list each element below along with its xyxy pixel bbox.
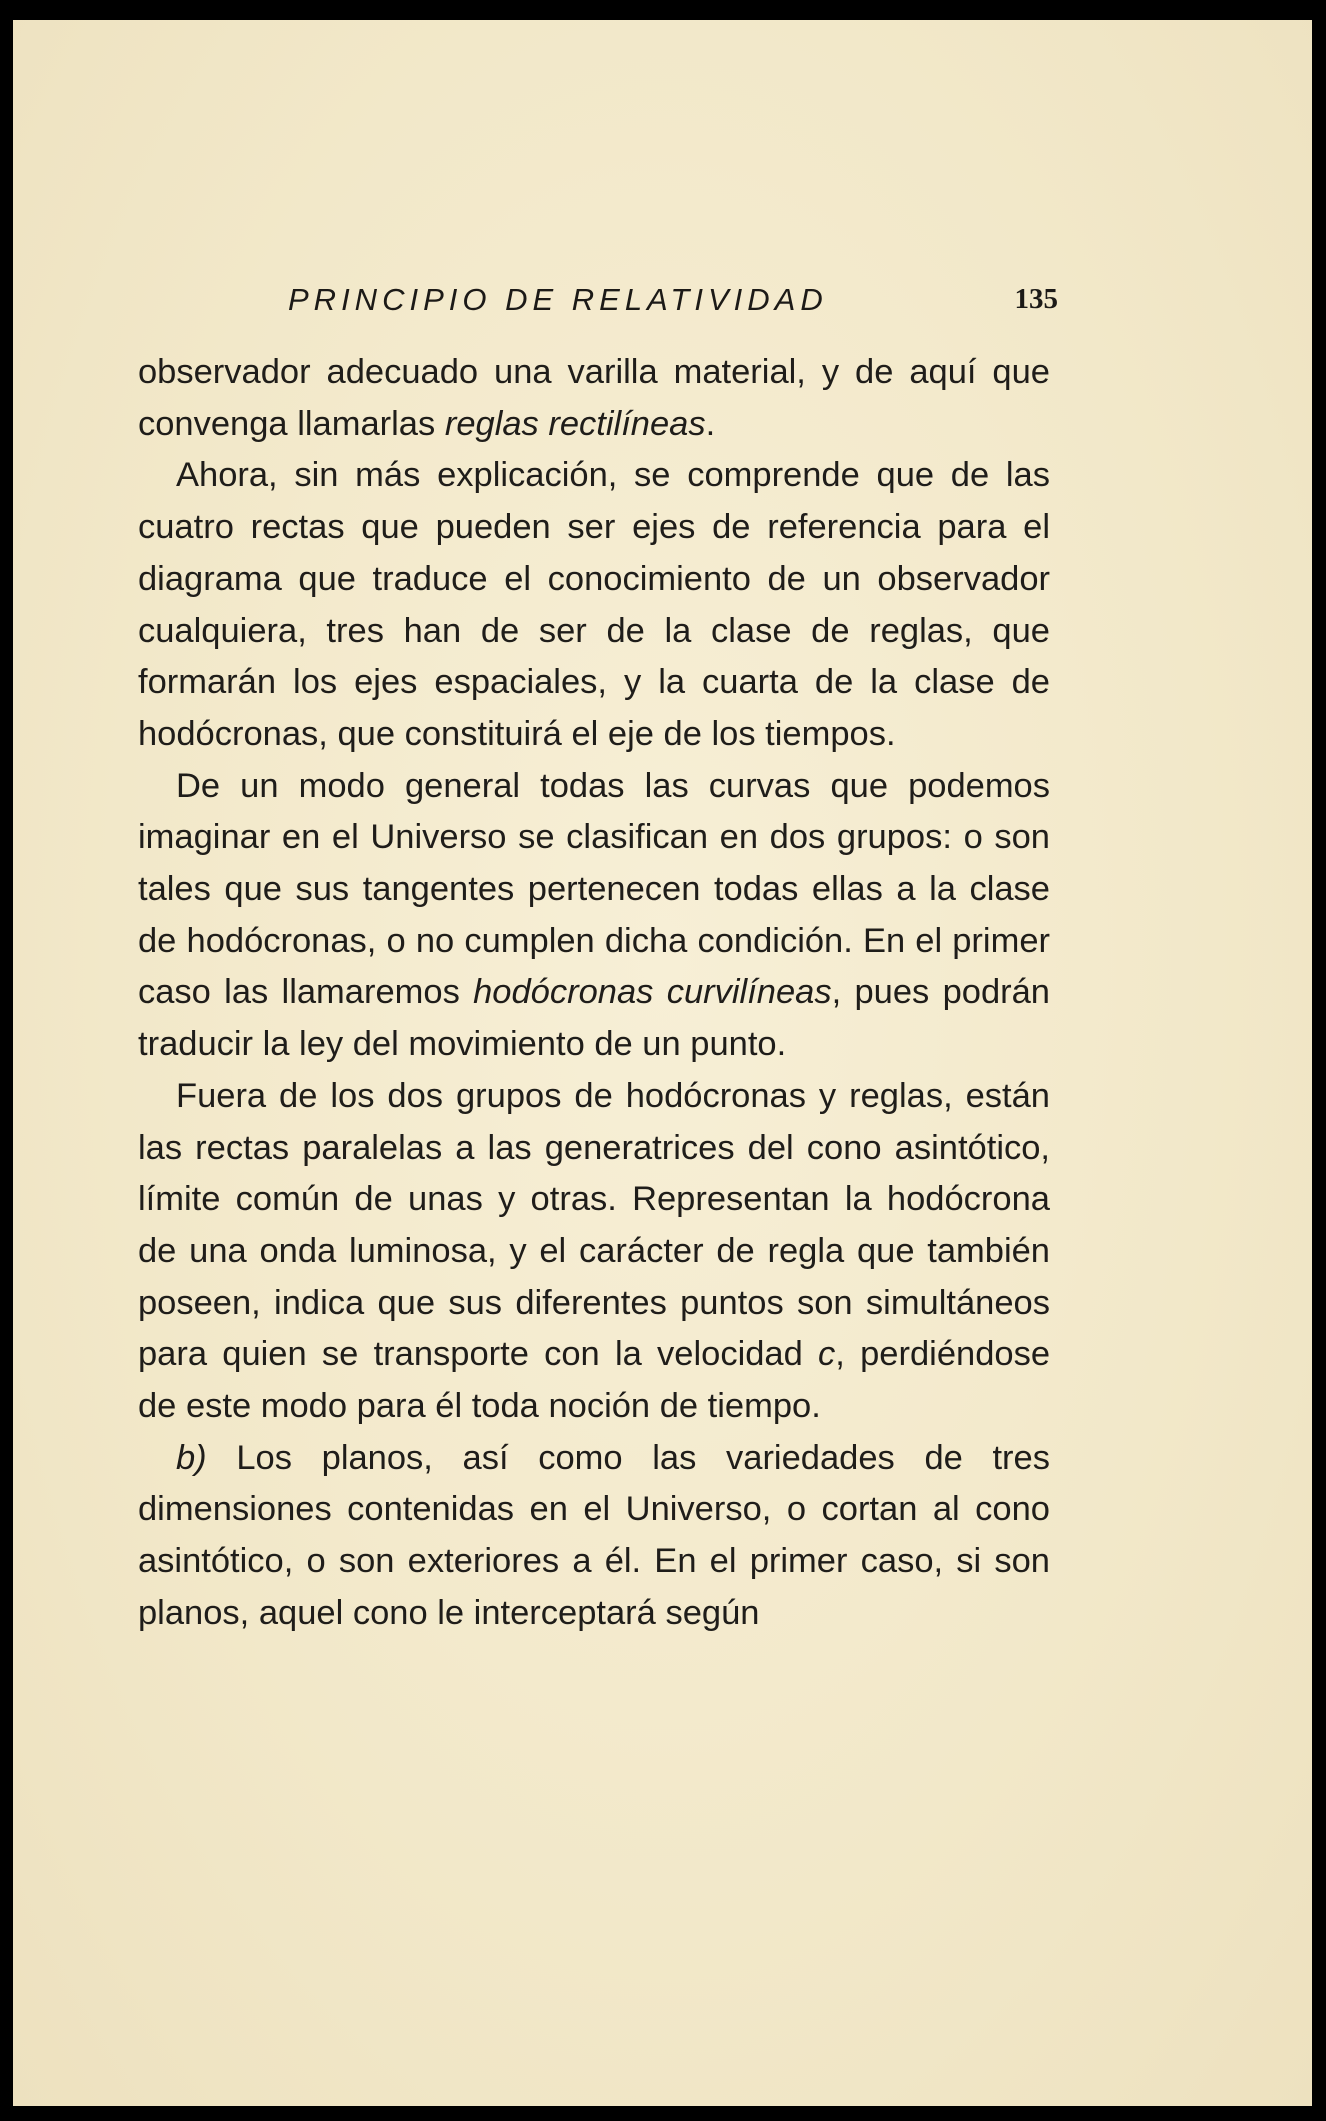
text-span: De un modo general todas las curvas que podemos imaginar en el Universo se clasifican en dos grupos: o son tales que sus tangentes pertenecen todas ellas a la clase de hodócronas, o no cumplen dicha condición. En el primer caso las llamaremos bbox=[138, 766, 1050, 1012]
italic-term: reglas rectilíneas bbox=[444, 404, 706, 443]
paragraph bbox=[138, 761, 1050, 1071]
text-span: observador adecuado una varilla material, y de aquí que convenga llamarlas bbox=[138, 353, 1050, 443]
text-span: Fuera de los dos grupos de hodócronas y reglas, están las rectas paralelas a las generatrices del cono asintótico, límite común de unas y otras. Representan la hodócrona de una onda luminosa, y el carácter de regla que también poseen, indica que sus diferentes puntos son simultáneos para quien se transporte con la velocidad bbox=[138, 1076, 1050, 1374]
text-span: Los planos, así como las variedades de tres dimensiones contenidas en el Universo, o cortan al cono asintótico, o son exteriores a él. En el primer caso, si son planos, aquel cono le interceptará según bbox=[138, 1438, 1050, 1632]
text-span: , perdiéndose de este modo para él toda noción de tiempo. bbox=[138, 1335, 1051, 1426]
book-page bbox=[13, 20, 1312, 2106]
text-span: , pues podrán traducir la ley del movimiento de un punto. bbox=[138, 973, 1050, 1064]
paragraph bbox=[138, 450, 1050, 760]
running-title: PRINCIPIO DE RELATIVIDAD bbox=[288, 282, 828, 317]
text-span: . bbox=[705, 404, 716, 443]
page-number: 135 bbox=[1014, 283, 1058, 315]
paragraph bbox=[138, 1433, 1050, 1640]
italic-variable: c bbox=[818, 1335, 836, 1374]
italic-term: hodócronas curvilíneas bbox=[473, 973, 832, 1012]
paragraph-continued bbox=[138, 347, 1050, 450]
item-label: b) bbox=[176, 1438, 207, 1477]
body-text bbox=[138, 347, 1050, 1640]
paragraph bbox=[138, 1071, 1050, 1433]
running-header bbox=[288, 282, 1058, 322]
text-span: Ahora, sin más explicación, se comprende que de las cuatro rectas que pueden ser ejes de referencia para el diagrama que traduce el conocimiento de un observador cualquiera, tres han de ser de la clase de reglas, que formarán los ejes espaciales, y la cuarta de la clase de hodócronas, que constituirá el eje de los tiempos. bbox=[138, 456, 1050, 753]
